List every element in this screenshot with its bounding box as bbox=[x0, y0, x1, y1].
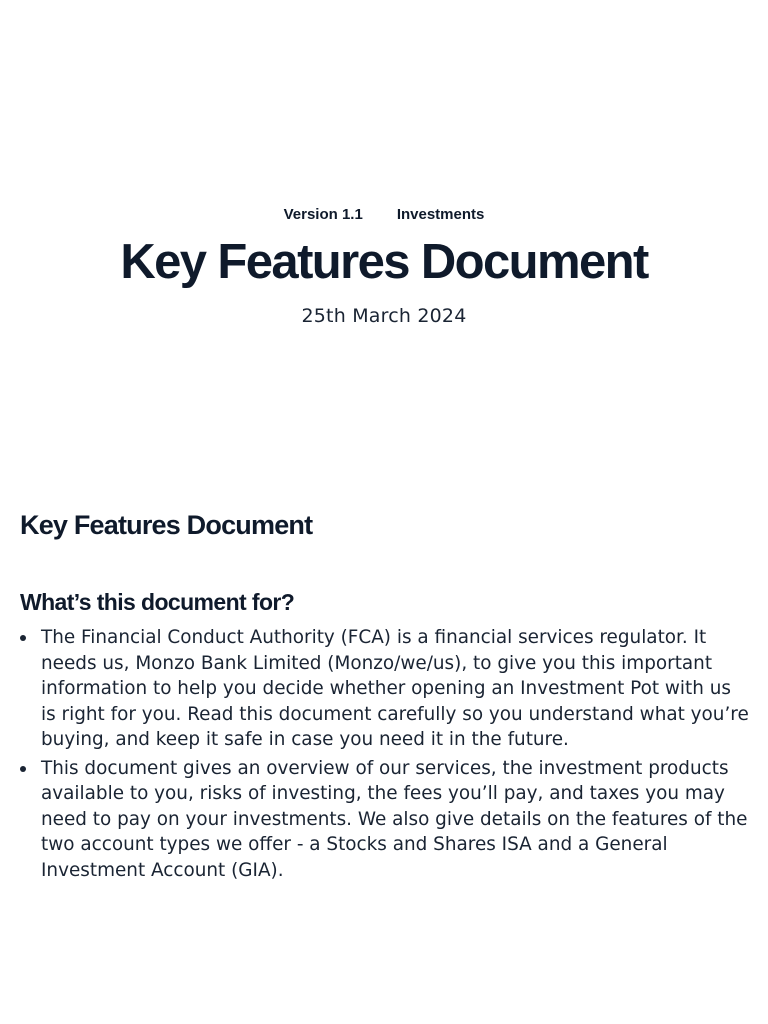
bullet-dot-icon bbox=[20, 766, 26, 772]
version-label: Version 1.1 bbox=[283, 206, 363, 223]
document-header bbox=[0, 204, 768, 328]
section-title: Key Features Document bbox=[20, 510, 313, 540]
publish-date: 25th March 2024 bbox=[301, 305, 467, 327]
meta-row bbox=[0, 204, 768, 226]
list-item bbox=[20, 625, 750, 753]
document-body bbox=[20, 505, 750, 886]
list-item-text: This document gives an overview of our services, the investment products available to you, risks of investing, the fees you’ll pay, and taxes you may need to pay on your investments. We also give details on the features of the two account types we offer - a Stocks and Shares ISA and a General Investment Account (GIA). bbox=[41, 757, 748, 881]
section-subheading: What’s this document for? bbox=[20, 589, 295, 615]
category-label: Investments bbox=[396, 206, 485, 223]
list-item bbox=[20, 756, 750, 884]
page-title: Key Features Document bbox=[120, 235, 648, 289]
bullet-dot-icon bbox=[20, 635, 26, 641]
bullet-list bbox=[20, 625, 750, 883]
list-item-text: The Financial Conduct Authority (FCA) is a financial services regulator. It needs us, Monzo Bank Limited (Monzo/we/us), to give you this important information to help you decide whether opening an Investment Pot with us is right for you. Read this document carefully so you understand what you’re buying, and keep it safe in case you need it in the future. bbox=[41, 627, 749, 750]
